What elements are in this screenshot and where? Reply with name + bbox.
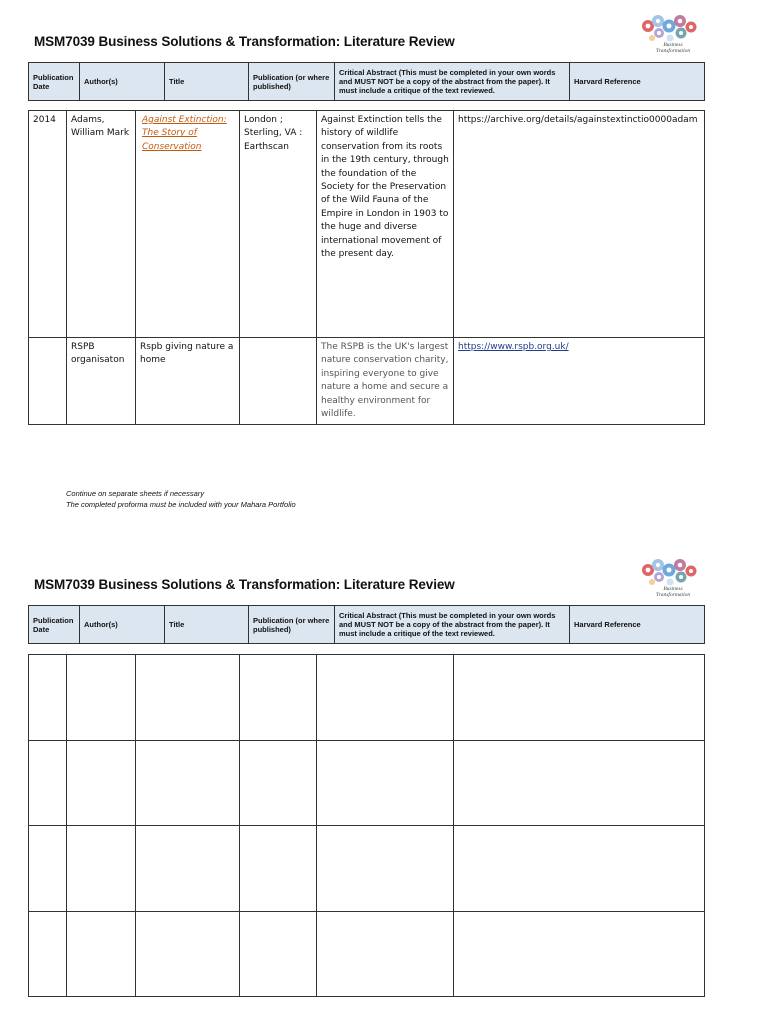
cell-abstract: Against Extinction tells the history of wildlife conservation from its roots in the 19th century, through the foundation of the Society for the Preservation of the Wild Fauna of the Empire in London in 1903 to the huge and diverse international movement of the present day.: [317, 111, 454, 338]
header-publication: Publication (or where published): [249, 63, 335, 101]
entries-table: [28, 110, 705, 425]
note-line: The completed proforma must be included with your Mahara Portfolio: [66, 499, 296, 509]
header-publication-date: Publication Date: [29, 606, 80, 644]
cell-authors: Adams, William Mark: [67, 111, 136, 338]
footer-notes: [66, 489, 296, 510]
cell-reference: [454, 338, 705, 425]
blank-cell[interactable]: [454, 741, 705, 826]
header-table: [28, 62, 705, 101]
cell-date: 2014: [29, 111, 67, 338]
header-critical-abstract: Critical Abstract (This must be completed in your own words and MUST NOT be a copy of the abstract from the paper). It must include a critique of the text reviewed.: [335, 63, 570, 101]
cell-publication: [240, 338, 317, 425]
cell-abstract: The RSPB is the UK's largest nature conservation charity, inspiring everyone to give nature a home and secure a healthy environment for wildlife.: [317, 338, 454, 425]
logo-text-line: Transformation: [655, 592, 691, 598]
blank-cell[interactable]: [240, 741, 317, 826]
logo-text-line: Business: [663, 42, 683, 48]
cell-title: Rspb giving nature a home: [136, 338, 240, 425]
page-title: MSM7039 Business Solutions & Transformation: Literature Review: [34, 577, 455, 592]
blank-cell[interactable]: [240, 655, 317, 741]
logo-text-line: Business: [663, 586, 683, 592]
blank-cell[interactable]: [29, 826, 67, 912]
table-row: [29, 912, 705, 997]
blank-cell[interactable]: [136, 826, 240, 912]
business-transformation-logo: [640, 12, 702, 54]
cell-authors: RSPB organisaton: [67, 338, 136, 425]
blank-cell[interactable]: [240, 826, 317, 912]
business-transformation-logo: [640, 556, 702, 598]
logo-text-line: Transformation: [655, 48, 691, 54]
gears-icon: [640, 556, 702, 590]
blank-entries-table: [28, 654, 705, 997]
header-table: [28, 605, 705, 644]
note-line: Continue on separate sheets if necessary: [66, 489, 204, 498]
cell-reference: https://archive.org/details/againstextinctio0000adam: [454, 111, 705, 338]
blank-cell[interactable]: [454, 912, 705, 997]
header-publication-date: Publication Date: [29, 63, 80, 101]
blank-cell[interactable]: [67, 826, 136, 912]
header-harvard-reference: Harvard Reference: [570, 63, 705, 101]
header-title: Title: [165, 606, 249, 644]
blank-cell[interactable]: [136, 655, 240, 741]
header-authors: Author(s): [80, 63, 165, 101]
blank-cell[interactable]: [67, 655, 136, 741]
blank-cell[interactable]: [317, 741, 454, 826]
page-title: MSM7039 Business Solutions & Transformation: Literature Review: [34, 34, 455, 49]
gears-icon: [640, 12, 702, 46]
header-authors: Author(s): [80, 606, 165, 644]
cell-date: [29, 338, 67, 425]
blank-cell[interactable]: [67, 741, 136, 826]
blank-cell[interactable]: [317, 655, 454, 741]
blank-cell[interactable]: [454, 826, 705, 912]
rspb-link[interactable]: https://www.rspb.org.uk/: [458, 342, 569, 352]
blank-cell[interactable]: [29, 741, 67, 826]
blank-cell[interactable]: [136, 912, 240, 997]
blank-cell[interactable]: [454, 655, 705, 741]
title-link[interactable]: Against Extinction: The Story of Conservation: [142, 115, 227, 152]
table-row: [29, 111, 705, 338]
cell-title: [136, 111, 240, 338]
blank-cell[interactable]: [67, 912, 136, 997]
table-row: [29, 655, 705, 741]
blank-cell[interactable]: [317, 912, 454, 997]
table-row: [29, 338, 705, 425]
table-row: [29, 826, 705, 912]
blank-cell[interactable]: [240, 912, 317, 997]
blank-cell[interactable]: [136, 741, 240, 826]
blank-cell[interactable]: [29, 912, 67, 997]
header-harvard-reference: Harvard Reference: [570, 606, 705, 644]
blank-cell[interactable]: [317, 826, 454, 912]
blank-cell[interactable]: [29, 655, 67, 741]
header-publication: Publication (or where published): [249, 606, 335, 644]
cell-publication: London ; Sterling, VA : Earthscan: [240, 111, 317, 338]
header-critical-abstract: Critical Abstract (This must be completed in your own words and MUST NOT be a copy of the abstract from the paper). It must include a critique of the text reviewed.: [335, 606, 570, 644]
header-title: Title: [165, 63, 249, 101]
table-row: [29, 741, 705, 826]
